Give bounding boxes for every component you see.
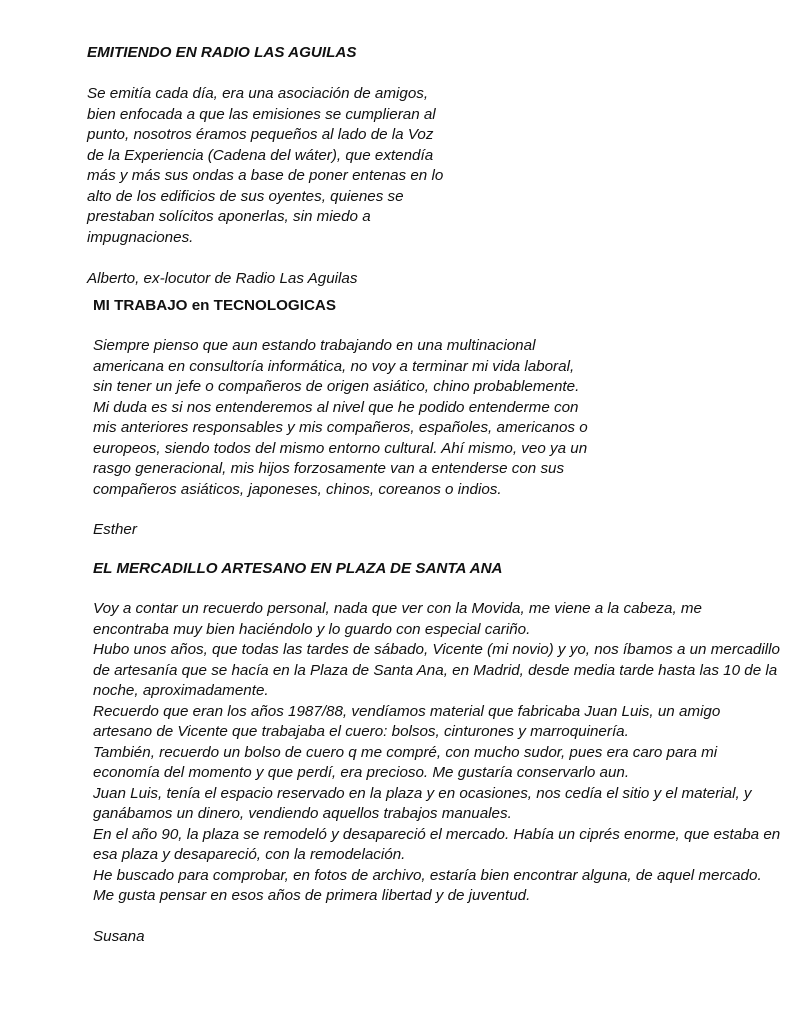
section-title: MI TRABAJO en TECNOLOGICAS [93, 297, 337, 314]
section-body [87, 84, 467, 248]
section-mercadillo-santa-ana [93, 559, 783, 947]
body-line: También, recuerdo un bolso de cuero q me compré, con mucho sudor, pues era caro para mi [93, 743, 718, 761]
body-line: europeos, siendo todos del mismo entorno cultural. Ahí mismo, veo ya un [93, 439, 588, 457]
body-line: compañeros asiáticos, japoneses, chinos, coreanos o indios. [93, 480, 502, 498]
section-author: Esther [93, 521, 137, 538]
body-line: mis anteriores responsables y mis compañeros, españoles, americanos o [93, 419, 588, 436]
body-line: Me gusta pensar en esos años de primera libertad y de juventud. [93, 887, 531, 904]
body-line: de artesanía que se hacía en la Plaza de Santa Ana, en Madrid, desde media tarde hasta las 10 de la [93, 661, 778, 679]
body-line: esa plaza y desapareció, con la remodelación. [93, 846, 406, 863]
body-line: Recuerdo que eran los años 1987/88, vendíamos material que fabricaba Juan Luis, un amigo [93, 702, 721, 720]
body-line: He buscado para comprobar, en fotos de archivo, estaría bien encontrar alguna, de aquel mercado. [93, 866, 762, 884]
body-line: Mi duda es si nos entenderemos al nivel que he podido entenderme con [93, 398, 579, 416]
section-title: EL MERCADILLO ARTESANO EN PLAZA DE SANTA ANA [93, 560, 503, 577]
body-line: Se emitía cada día, era una asociación de amigos, [87, 85, 429, 102]
section-author: Susana [93, 927, 145, 945]
body-line: más y más sus ondas a base de poner entenas en lo [87, 167, 444, 184]
body-line: artesano de Vicente que trabajaba el cuero: bolsos, cinturones y marroquinería. [93, 723, 629, 740]
body-line: rasgo generacional, mis hijos forzosamente van a entenderse con sus [93, 460, 565, 477]
body-line: Voy a contar un recuerdo personal, nada que ver con la Movida, me viene a la cabeza, me [93, 600, 702, 617]
body-line: Hubo unos años, que todas las tardes de sábado, Vicente (mi novio) y yo, nos íbamos a un mercadillo [93, 641, 780, 658]
section-author: Alberto, ex-locutor de Radio Las Aguilas [87, 270, 358, 287]
body-line: punto, nosotros éramos pequeños al lado de la Voz [87, 126, 434, 143]
body-line: impugnaciones. [87, 228, 194, 246]
section-body [93, 336, 613, 500]
body-line: noche, aproximadamente. [93, 682, 269, 699]
body-line: alto de los edificios de sus oyentes, quienes se [87, 187, 404, 205]
body-line: bien enfocada a que las emisiones se cumplieran al [87, 105, 436, 123]
body-line: encontraba muy bien haciéndolo y lo guardo con especial cariño. [93, 620, 531, 638]
section-mi-trabajo-tecnologicas [93, 296, 613, 541]
body-line: americana en consultoría informática, no voy a terminar mi vida laboral, [93, 357, 575, 375]
body-line: de la Experiencia (Cadena del wáter), que extendía [87, 146, 434, 164]
body-line: En el año 90, la plaza se remodeló y desapareció el mercado. Había un ciprés enorme, que estaba en [93, 825, 781, 843]
body-line: prestaban solícitos aponerlas, sin miedo a [87, 208, 371, 225]
body-line: sin tener un jefe o compañeros de origen asiático, chino probablemente. [93, 378, 580, 395]
section-radio-las-aguilas [87, 43, 467, 290]
body-line: economía del momento y que perdí, era precioso. Me gustaría conservarlo aun. [93, 764, 630, 781]
body-line: ganábamos un dinero, vendiendo aquellos trabajos manuales. [93, 805, 512, 822]
body-line: Siempre pienso que aun estando trabajando en una multinacional [93, 337, 536, 354]
section-body [93, 599, 783, 907]
section-title: EMITIENDO EN RADIO LAS AGUILAS [87, 44, 357, 61]
body-line: Juan Luis, tenía el espacio reservado en la plaza y en ocasiones, nos cedía el sitio y el material, y [93, 784, 752, 802]
